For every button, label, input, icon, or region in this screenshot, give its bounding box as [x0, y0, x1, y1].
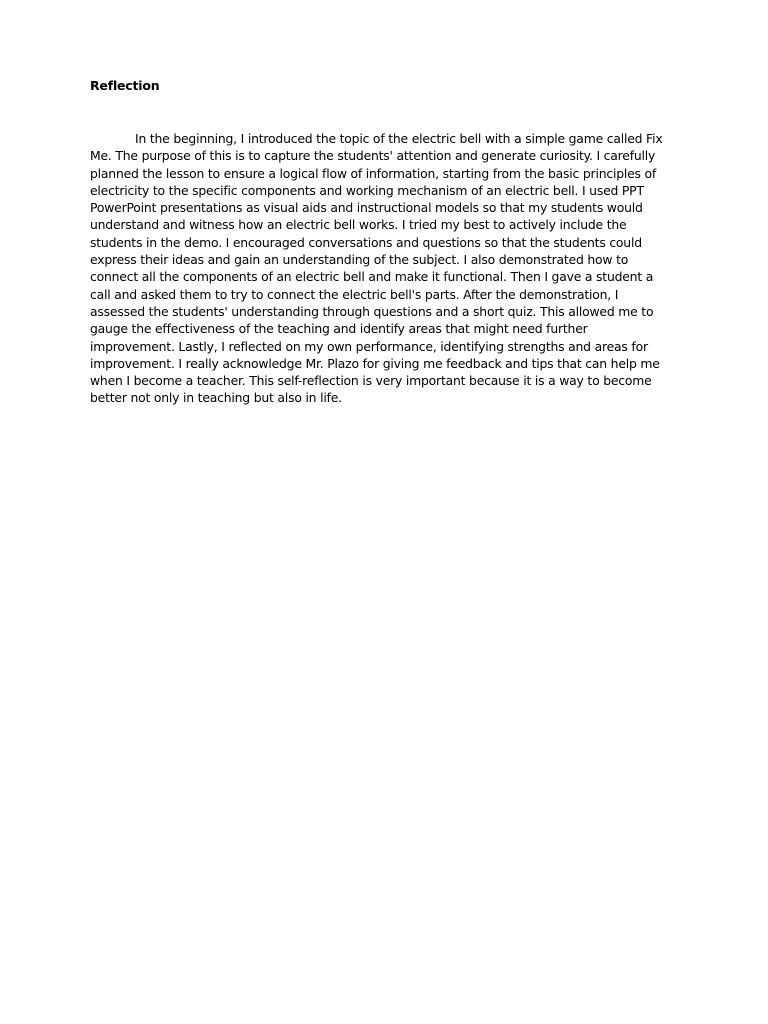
document-heading: Reflection — [90, 78, 160, 93]
reflection-paragraph: In the beginning, I introduced the topic of the electric bell with a simple game called Fix Me. The purpose of this is to capture the students' attention and generate curiosity. I carefully planned the lesson to ensure a logical flow of information, starting from the basic principles of electricity to the specific components and working mechanism of an electric bell. I used PPT PowerPoint presentations as visual aids and instructional models so that my students would understand and witness how an electric bell works. I tried my best to actively include the students in the demo. I encouraged conversations and questions so that the students could express their ideas and gain an understanding of the subject. I also demonstrated how to connect all the components of an electric bell and make it functional. Then I gave a student a call and asked them to try to connect the electric bell's parts. After the demonstration, I assessed the students' understanding through questions and a short quiz. This allowed me to gauge the effectiveness of the teaching and identify areas that might need further improvement. Lastly, I reflected on my own performance, identifying strengths and areas for improvement. I really acknowledge Mr. Plazo for giving me feedback and tips that can help me when I become a teacher. This self-reflection is very important because it is a way to become better not only in teaching but also in life. — [90, 131, 663, 406]
